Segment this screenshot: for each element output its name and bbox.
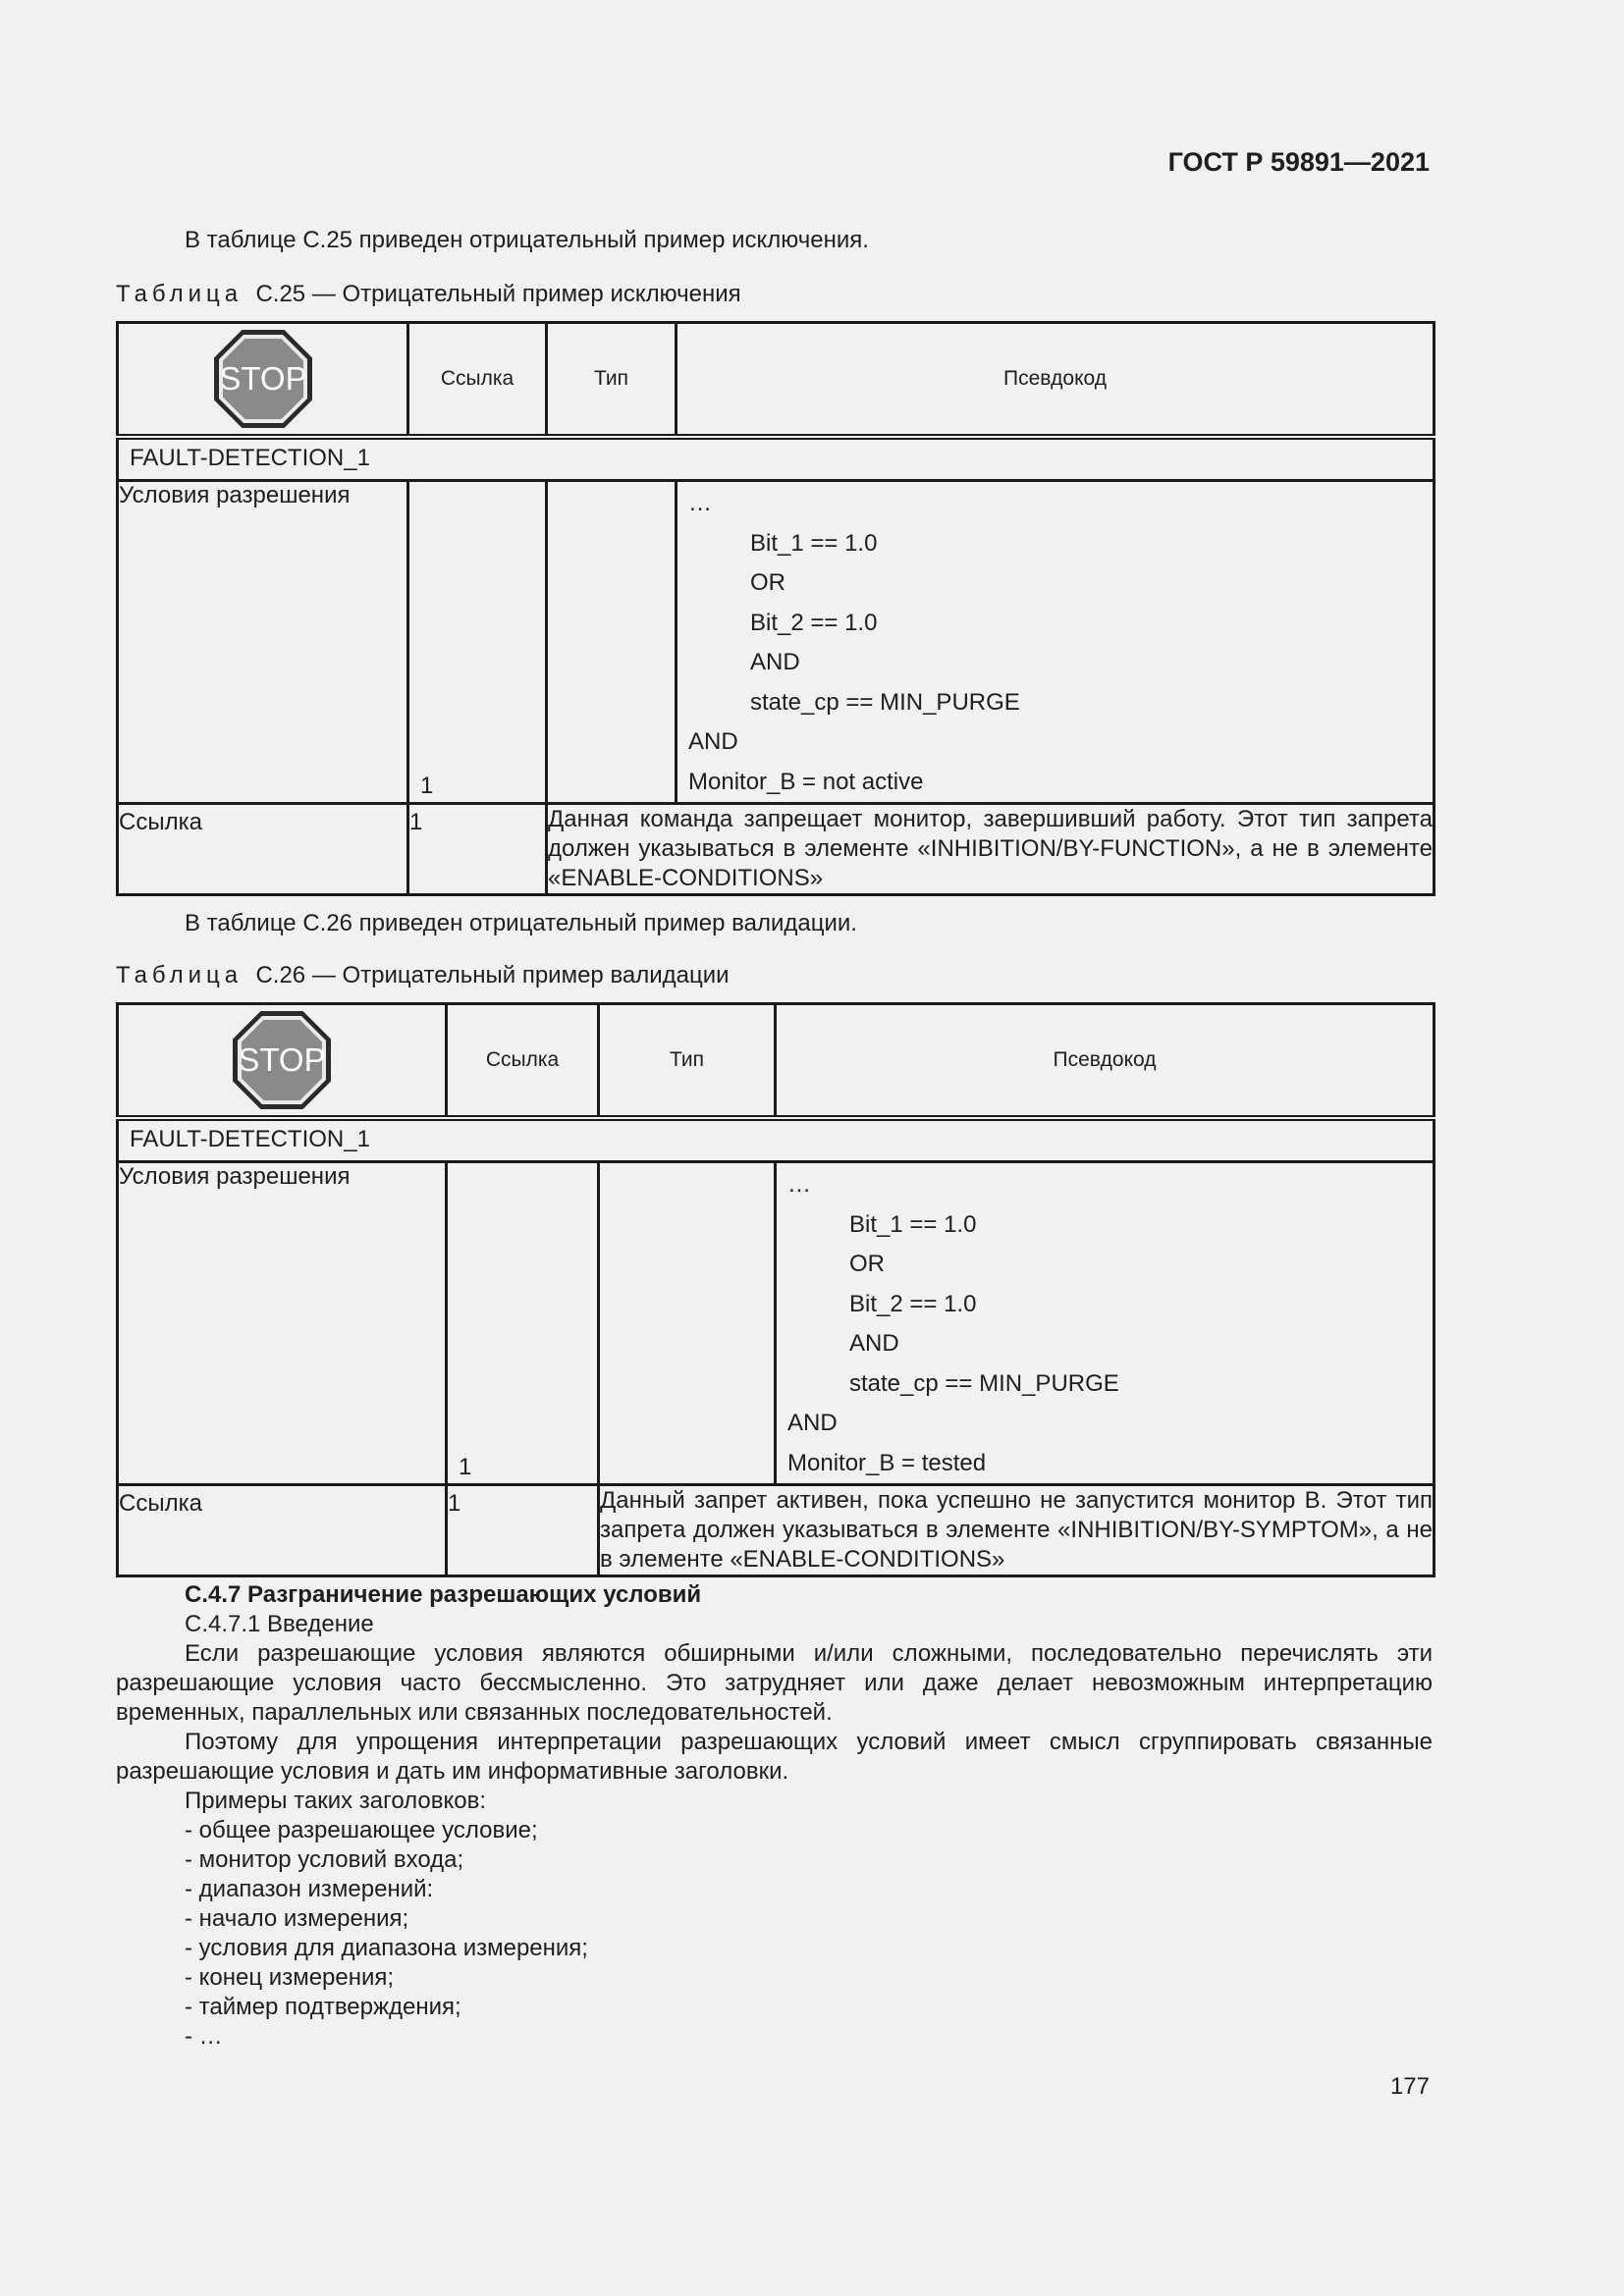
stop-sign-icon — [212, 328, 314, 430]
code-line: state_cp == MIN_PURGE — [750, 688, 1020, 716]
list-item: - конец измерения; — [185, 1964, 395, 1991]
code-line: OR — [750, 569, 785, 596]
stop-sign-cell — [118, 1004, 447, 1119]
reference-description: Данная команда запрещает монитор, завершивший работу. Этот тип запрета должен указываться в элементе «INHIBITION/BY-FUNCTION», а не в элементе «ENABLE-CONDITIONS» — [547, 804, 1435, 895]
caption-prefix: Таблица — [116, 962, 244, 988]
intro-paragraph-1: В таблице С.25 приведен отрицательный пример исключения. — [185, 227, 869, 253]
reference-label: Ссылка — [118, 804, 408, 895]
conditions-label: Условия разрешения — [118, 481, 408, 804]
conditions-ref-cell — [408, 481, 547, 804]
col-header-ref: Ссылка — [447, 1004, 599, 1119]
pseudocode-cell — [776, 1162, 1435, 1485]
reference-value: 1 — [408, 804, 547, 895]
code-line: AND — [849, 1330, 899, 1357]
reference-row — [118, 804, 1435, 895]
code-line: Bit_1 == 1.0 — [849, 1210, 977, 1238]
caption-prefix: Таблица — [116, 281, 244, 307]
section-heading: С.4.7 Разграничение разрешающих условий — [185, 1581, 702, 1608]
caption-text: С.26 — Отрицательный пример валидации — [255, 962, 730, 988]
list-item: - … — [185, 2023, 223, 2050]
document-header: ГОСТ Р 59891—2021 — [1167, 147, 1430, 177]
col-header-ref: Ссылка — [408, 323, 547, 438]
conditions-ref: 1 — [459, 1454, 472, 1480]
list-item: - таймер подтверждения; — [185, 1994, 461, 2020]
code-line: AND — [787, 1410, 838, 1436]
section-subheading: С.4.7.1 Введение — [185, 1611, 374, 1637]
list-item: - монитор условий входа; — [185, 1846, 464, 1873]
code-line: Bit_2 == 1.0 — [750, 609, 878, 636]
code-line: Bit_1 == 1.0 — [750, 529, 878, 557]
code-line: … — [787, 1171, 811, 1198]
table-25-caption — [116, 281, 741, 308]
code-line: AND — [688, 728, 738, 755]
table-26-caption — [116, 962, 730, 989]
group-label: FAULT-DETECTION_1 — [118, 1118, 1435, 1162]
stop-sign-text: STOP — [218, 360, 307, 397]
reference-label: Ссылка — [118, 1485, 447, 1576]
intro-paragraph-2: В таблице С.26 приведен отрицательный пример валидации. — [185, 910, 857, 936]
list-item: - общее разрешающее условие; — [185, 1817, 538, 1843]
list-item: - диапазон измерений: — [185, 1876, 434, 1902]
reference-row — [118, 1485, 1435, 1576]
conditions-type-cell — [547, 481, 677, 804]
code-line: state_cp == MIN_PURGE — [849, 1369, 1119, 1397]
page-number: 177 — [1389, 2073, 1430, 2100]
list-item: - условия для диапазона измерения; — [185, 1935, 588, 1961]
conditions-ref-cell — [447, 1162, 599, 1485]
conditions-row — [118, 1162, 1435, 1485]
list-intro: Примеры таких заголовков: — [185, 1788, 487, 1814]
section-paragraph-1: Если разрешающие условия являются обширными и/или сложными, последовательно перечислять эти разрешающие условия часто бессмысленно. Это затрудняет или даже делает невозможным интерпретацию временных, параллельных или связанных последовательностей. — [116, 1640, 1433, 1726]
table-header-row — [118, 323, 1435, 438]
code-line: AND — [750, 649, 800, 675]
reference-value: 1 — [447, 1485, 599, 1576]
headings-list — [116, 1816, 1433, 2052]
group-label: FAULT-DETECTION_1 — [118, 437, 1435, 481]
stop-sign-text: STOP — [238, 1041, 326, 1078]
reference-description: Данный запрет активен, пока успешно не запустится монитор B. Этот тип запрета должен указываться в элементе «INHIBITION/BY-SYMPTOM», а не в элементе «ENABLE-CONDITIONS» — [599, 1485, 1435, 1576]
code-line: Monitor_B = tested — [787, 1449, 987, 1476]
code-line: Monitor_B = not active — [688, 768, 924, 795]
section-paragraph-2: Поэтому для упрощения интерпретации разрешающих условий имеет смысл сгруппировать связанные разрешающие условия и дать им информативные заголовки. — [116, 1729, 1433, 1785]
stop-sign-icon — [231, 1009, 333, 1111]
table-26 — [116, 1002, 1435, 1577]
conditions-row — [118, 481, 1435, 804]
col-header-code: Псевдокод — [677, 323, 1435, 438]
list-item: - начало измерения; — [185, 1905, 409, 1932]
code-line: Bit_2 == 1.0 — [849, 1290, 977, 1317]
stop-sign-cell — [118, 323, 408, 438]
col-header-type: Тип — [547, 323, 677, 438]
table-25 — [116, 321, 1435, 896]
conditions-label: Условия разрешения — [118, 1162, 447, 1485]
code-line: OR — [849, 1251, 885, 1277]
conditions-ref: 1 — [420, 773, 434, 799]
group-row — [118, 1118, 1435, 1162]
group-row — [118, 437, 1435, 481]
col-header-code: Псевдокод — [776, 1004, 1435, 1119]
section-c47 — [116, 1580, 1433, 2052]
conditions-type-cell — [599, 1162, 776, 1485]
col-header-type: Тип — [599, 1004, 776, 1119]
code-line: … — [688, 490, 712, 516]
table-header-row — [118, 1004, 1435, 1119]
pseudocode-cell — [677, 481, 1435, 804]
caption-text: С.25 — Отрицательный пример исключения — [255, 281, 741, 307]
